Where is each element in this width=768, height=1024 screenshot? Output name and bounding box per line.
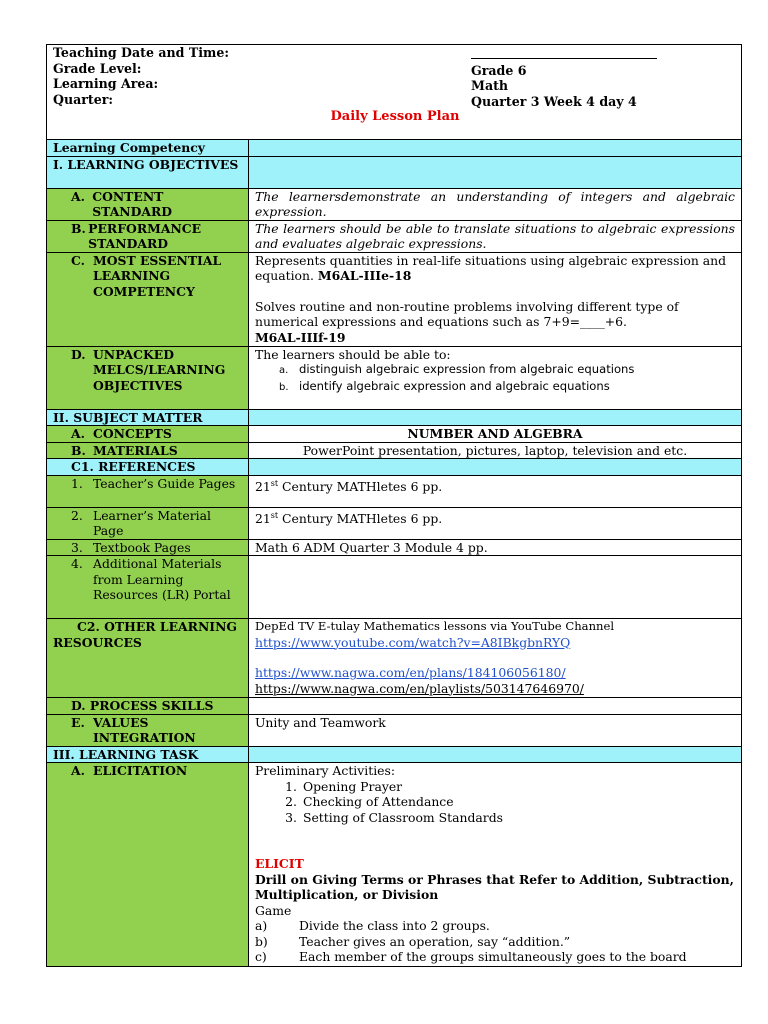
list-item: b) Teacher gives an operation, say “addition.” [254, 933, 571, 949]
list-item: 3. Setting of Classroom Standards [285, 809, 503, 825]
lesson-plan-table [46, 44, 742, 967]
materials-row [47, 442, 742, 459]
learning-objectives-label: I. LEARNING OBJECTIVES [47, 156, 249, 188]
learners-material-label: 2. Learner’s Material Page [47, 507, 249, 539]
values-value: Unity and Teamwork [248, 714, 741, 746]
nagwa-playlists-link[interactable]: https://www.nagwa.com/en/playlists/503147646970/ [254, 680, 584, 696]
list-item: 2. Checking of Attendance [285, 794, 454, 809]
elicitation-label: A. ELICITATION [47, 763, 249, 967]
other-resources-row [47, 619, 742, 698]
textbook-pages-label: 3. Textbook Pages [47, 539, 249, 556]
youtube-link[interactable]: https://www.youtube.com/watch?v=A8IBkgbnRYQ [254, 634, 571, 650]
content-standard-value: The learnersdemonstrate an understanding of integers and algebraic expression. [248, 188, 741, 220]
concepts-row [47, 426, 742, 443]
quarter-value: Quarter 3 Week 4 day 4 [471, 93, 637, 109]
subject-matter-label: II. SUBJECT MATTER [47, 409, 249, 426]
melc-value: Represents quantities in real-life situations using algebraic expression and equation. M6AL-IIIe-18 Solves routine and non-routine problems involving different type of numerical expressions and equations such as 7+9=____+6. M6AL-IIIf-19 [248, 252, 741, 346]
performance-standard-row [47, 220, 742, 252]
header-cell [47, 45, 742, 140]
textbook-pages-row [47, 539, 742, 556]
learning-task-row [47, 746, 742, 763]
lesson-plan-page [46, 44, 742, 967]
performance-standard-value: The learners should be able to translate situations to algebraic expressions and evaluates algebraic expressions. [248, 220, 741, 252]
unpacked-label: D. UNPACKED MELCS/LEARNING OBJECTIVES [47, 346, 249, 409]
learning-area-label: Learning Area: [53, 76, 159, 91]
learners-material-value: 21st Century MATHletes 6 pp. [248, 507, 741, 539]
document-title: Daily Lesson Plan [330, 109, 460, 124]
melc-row [47, 252, 742, 346]
header-right-values [471, 45, 657, 109]
other-resources-label: C2. OTHER LEARNING RESOURCES [47, 619, 249, 698]
nagwa-plans-link[interactable]: https://www.nagwa.com/en/plans/184106056180/ [254, 665, 566, 680]
concepts-label: A. CONCEPTS [47, 426, 249, 443]
learning-competency-label: Learning Competency [47, 140, 249, 157]
elicit-heading: ELICIT [254, 856, 304, 871]
learning-task-label: III. LEARNING TASK [47, 746, 249, 763]
additional-materials-value [248, 556, 741, 619]
values-label: E. VALUES INTEGRATION [47, 714, 249, 746]
materials-value: PowerPoint presentation, pictures, laptop, television and etc. [248, 442, 741, 459]
unpacked-row [47, 346, 742, 409]
quarter-label: Quarter: [53, 91, 114, 107]
header-row [47, 45, 742, 140]
textbook-pages-value: Math 6 ADM Quarter 3 Module 4 pp. [248, 539, 741, 556]
process-skills-label: D. PROCESS SKILLS [47, 698, 249, 715]
elicitation-row [47, 763, 742, 967]
performance-standard-label: B. PERFORMANCE STANDARD [47, 220, 249, 252]
grade-level-label: Grade Level: [53, 60, 142, 76]
list-item: a. distinguish algebraic expression from algebraic equations [278, 362, 635, 376]
list-item: b. identify algebraic expression and algebraic equations [278, 378, 610, 393]
subject-matter-row [47, 409, 742, 426]
grade-level-value: Grade 6 [471, 62, 527, 78]
elicitation-value: Preliminary Activities: 1. Opening Prayer 2. Checking of Attendance 3. Setting of Classroom Standards ELICIT Drill on Giving Terms or Phrases that Refer to Addition, Subtraction, Multiplication, or Division Game a) Divide the class into 2 groups. b) Teacher gives an operation, say “addition.” c) Each member of the groups simultaneously goes to the board [248, 763, 741, 967]
content-standard-row [47, 188, 742, 220]
teaching-date-label: Teaching Date and Time: [53, 45, 229, 60]
references-row [47, 459, 742, 476]
melc-label: C. MOST ESSENTIAL LEARNING COMPETENCY [47, 252, 249, 346]
game-label: Game [254, 902, 292, 918]
unpacked-value: The learners should be able to: a. distinguish algebraic expression from algebraic equations b. identify algebraic expression and algebraic equations [248, 346, 741, 409]
other-resources-value: DepEd TV E-tulay Mathematics lessons via YouTube Channel https://www.youtube.com/watch?v=A8IBkgbnRYQ https://www.nagwa.com/en/plans/184106056180/ https://www.nagwa.com/en/playlists/503147646970/ [248, 619, 741, 698]
teachers-guide-label: 1. Teacher’s Guide Pages [47, 475, 249, 507]
header-left-labels [53, 45, 229, 107]
process-skills-row [47, 698, 742, 715]
drill-heading: Drill on Giving Terms or Phrases that Refer to Addition, Subtraction, Multiplication, or Division [254, 871, 734, 902]
teachers-guide-row [47, 475, 742, 507]
learning-area-value: Math [471, 78, 509, 93]
list-item: a) Divide the class into 2 groups. [254, 918, 490, 933]
list-item: c) Each member of the groups simultaneously goes to the board [254, 949, 687, 964]
concepts-value: NUMBER AND ALGEBRA [248, 426, 741, 443]
learners-material-row [47, 507, 742, 539]
references-label: C1. REFERENCES [47, 459, 249, 476]
materials-label: B. MATERIALS [47, 442, 249, 459]
learning-objectives-row [47, 156, 742, 188]
additional-materials-row [47, 556, 742, 619]
teachers-guide-value: 21st Century MATHletes 6 pp. [248, 475, 741, 507]
learning-competency-row [47, 140, 742, 157]
content-standard-label: A. CONTENT STANDARD [47, 188, 249, 220]
additional-materials-label: 4. Additional Materials from Learning Resources (LR) Portal [47, 556, 249, 619]
list-item: 1. Opening Prayer [285, 778, 403, 794]
values-row [47, 714, 742, 746]
teaching-date-blank [471, 45, 657, 59]
